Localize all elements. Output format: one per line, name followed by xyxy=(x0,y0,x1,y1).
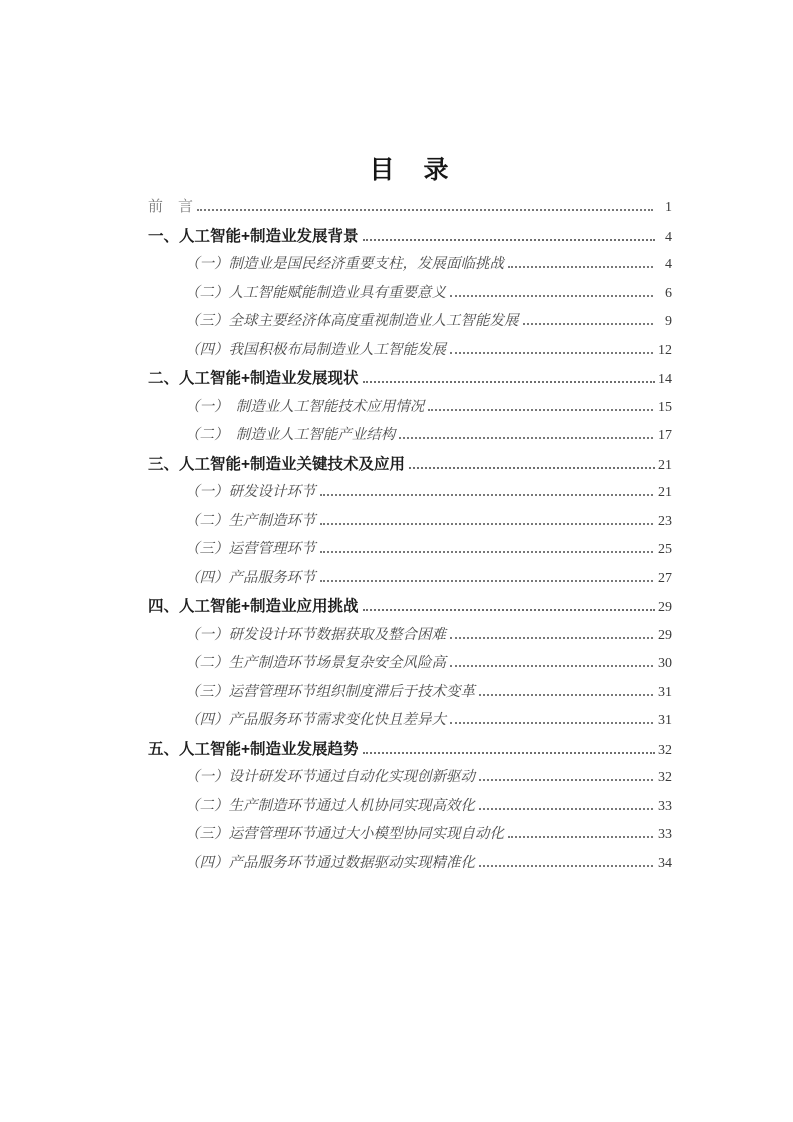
toc-page-number: 12 xyxy=(658,342,672,358)
toc-entry[interactable] xyxy=(148,822,672,851)
toc-page-number: 4 xyxy=(665,229,672,245)
toc-page-number: 33 xyxy=(658,798,672,814)
toc-entry-label: （二） 制造业人工智能产业结构 xyxy=(185,427,396,443)
toc-entry[interactable] xyxy=(148,851,672,880)
toc-leader-dots xyxy=(450,637,653,639)
toc-page-number: 6 xyxy=(665,285,672,301)
toc-entry[interactable] xyxy=(148,737,672,766)
toc-entry[interactable] xyxy=(148,566,672,595)
toc-leader-dots xyxy=(320,580,654,582)
toc-entry-label: （三）全球主要经济体高度重视制造业人工智能发展 xyxy=(185,313,519,329)
toc-entry-label: （二）生产制造环节场景复杂安全风险高 xyxy=(185,655,446,671)
toc-leader-dots xyxy=(363,239,655,241)
toc-leader-dots xyxy=(450,722,653,724)
toc-page-number: 9 xyxy=(665,314,672,329)
toc-page-number: 21 xyxy=(658,485,672,500)
toc-leader-dots xyxy=(197,209,653,211)
toc-entry-label: 五、人工智能+制造业发展趋势 xyxy=(148,740,359,758)
toc-entry-label: （四）我国积极布局制造业人工智能发展 xyxy=(185,341,446,358)
toc-leader-dots xyxy=(320,551,654,553)
toc-leader-dots xyxy=(508,836,653,838)
toc-entry-label: （一） 制造业人工智能技术应用情况 xyxy=(185,398,425,415)
toc-entry-label: 三、人工智能+制造业关键技术及应用 xyxy=(148,455,406,473)
toc-page-number: 34 xyxy=(658,855,672,871)
toc-entry-label: （一）研发设计环节数据获取及整合困难 xyxy=(185,626,446,643)
toc-entry-label: （三）运营管理环节通过大小模型协同实现自动化 xyxy=(185,826,504,842)
toc-leader-dots xyxy=(479,865,653,867)
page-title: 目 录 xyxy=(369,156,451,184)
toc-entry[interactable] xyxy=(148,395,672,424)
toc-leader-dots xyxy=(450,295,653,297)
toc-entry[interactable] xyxy=(148,423,672,452)
toc-entry[interactable] xyxy=(148,651,672,680)
toc-entry[interactable] xyxy=(148,509,672,538)
toc-entry[interactable] xyxy=(148,623,672,652)
toc-entry[interactable] xyxy=(148,480,672,509)
toc-leader-dots xyxy=(363,609,655,611)
toc-entry[interactable] xyxy=(148,680,672,709)
toc-entry-label: （二）人工智能赋能制造业具有重要意义 xyxy=(185,284,446,301)
toc-entry-label: 二、人工智能+制造业发展现状 xyxy=(148,370,359,387)
toc-entry[interactable] xyxy=(148,224,672,253)
toc-leader-dots xyxy=(479,694,653,696)
toc-entry[interactable] xyxy=(148,452,672,481)
toc-page-number: 17 xyxy=(658,428,672,443)
toc-leader-dots xyxy=(399,437,653,439)
toc-page-number: 31 xyxy=(658,684,672,700)
toc-entry[interactable] xyxy=(148,708,672,737)
toc-entry[interactable] xyxy=(148,252,672,281)
toc-entry-label: （四）产品服务环节通过数据驱动实现精准化 xyxy=(185,854,475,871)
toc-leader-dots xyxy=(363,381,655,383)
toc-page-number: 1 xyxy=(665,200,672,215)
toc-page-number: 31 xyxy=(658,713,672,728)
toc-entry-label: （二）生产制造环节通过人机协同实现高效化 xyxy=(185,797,475,814)
toc-entry-label: 一、人工智能+制造业发展背景 xyxy=(148,227,359,245)
toc-entry-label: （一）制造业是国民经济重要支柱，发展面临挑战 xyxy=(185,256,504,272)
toc-page-number: 32 xyxy=(658,742,672,758)
toc-page-number: 32 xyxy=(658,770,672,785)
toc-leader-dots xyxy=(450,665,653,667)
toc-leader-dots xyxy=(320,523,654,525)
toc-page-number: 15 xyxy=(658,399,672,415)
toc-leader-dots xyxy=(363,752,655,754)
toc-page-number: 21 xyxy=(658,457,672,473)
toc-page-number: 30 xyxy=(658,656,672,671)
toc-entry-label: （一）设计研发环节通过自动化实现创新驱动 xyxy=(185,769,475,785)
toc-page-number: 23 xyxy=(658,513,672,529)
toc-leader-dots xyxy=(479,808,653,810)
toc-leader-dots xyxy=(508,266,653,268)
toc-entry[interactable] xyxy=(148,338,672,367)
toc-entry[interactable] xyxy=(148,537,672,566)
toc-entry-label: （四）产品服务环节 xyxy=(185,569,316,586)
toc-leader-dots xyxy=(409,467,655,469)
toc-entry[interactable] xyxy=(148,594,672,623)
toc-leader-dots xyxy=(479,779,653,781)
toc-leader-dots xyxy=(320,494,654,496)
toc-entry[interactable] xyxy=(148,765,672,794)
toc-page-number: 14 xyxy=(658,372,672,387)
toc-entry-label: 四、人工智能+制造业应用挑战 xyxy=(148,598,359,615)
toc-list xyxy=(148,195,672,879)
toc-entry[interactable] xyxy=(148,309,672,338)
toc-page-number: 33 xyxy=(658,827,672,842)
toc-entry-label: （三）运营管理环节组织制度滞后于技术变革 xyxy=(185,683,475,700)
toc-entry-label: （一）研发设计环节 xyxy=(185,484,316,500)
toc-leader-dots xyxy=(450,352,653,354)
toc-leader-dots xyxy=(428,409,653,411)
toc-entry-label: （二）生产制造环节 xyxy=(185,512,316,529)
toc-leader-dots xyxy=(523,323,654,325)
toc-page-number: 29 xyxy=(658,600,672,615)
toc-entry-label: 前 言 xyxy=(148,199,194,215)
toc-page-number: 27 xyxy=(658,570,672,586)
toc-entry[interactable] xyxy=(148,794,672,823)
toc-entry-label: （四）产品服务环节需求变化快且差异大 xyxy=(185,712,446,728)
toc-page-number: 4 xyxy=(665,257,672,272)
toc-page-number: 25 xyxy=(658,542,672,557)
toc-page-number: 29 xyxy=(658,627,672,643)
toc-entry[interactable] xyxy=(148,366,672,395)
toc-entry[interactable] xyxy=(148,195,672,224)
toc-entry[interactable] xyxy=(148,281,672,310)
toc-entry-label: （三）运营管理环节 xyxy=(185,541,316,557)
